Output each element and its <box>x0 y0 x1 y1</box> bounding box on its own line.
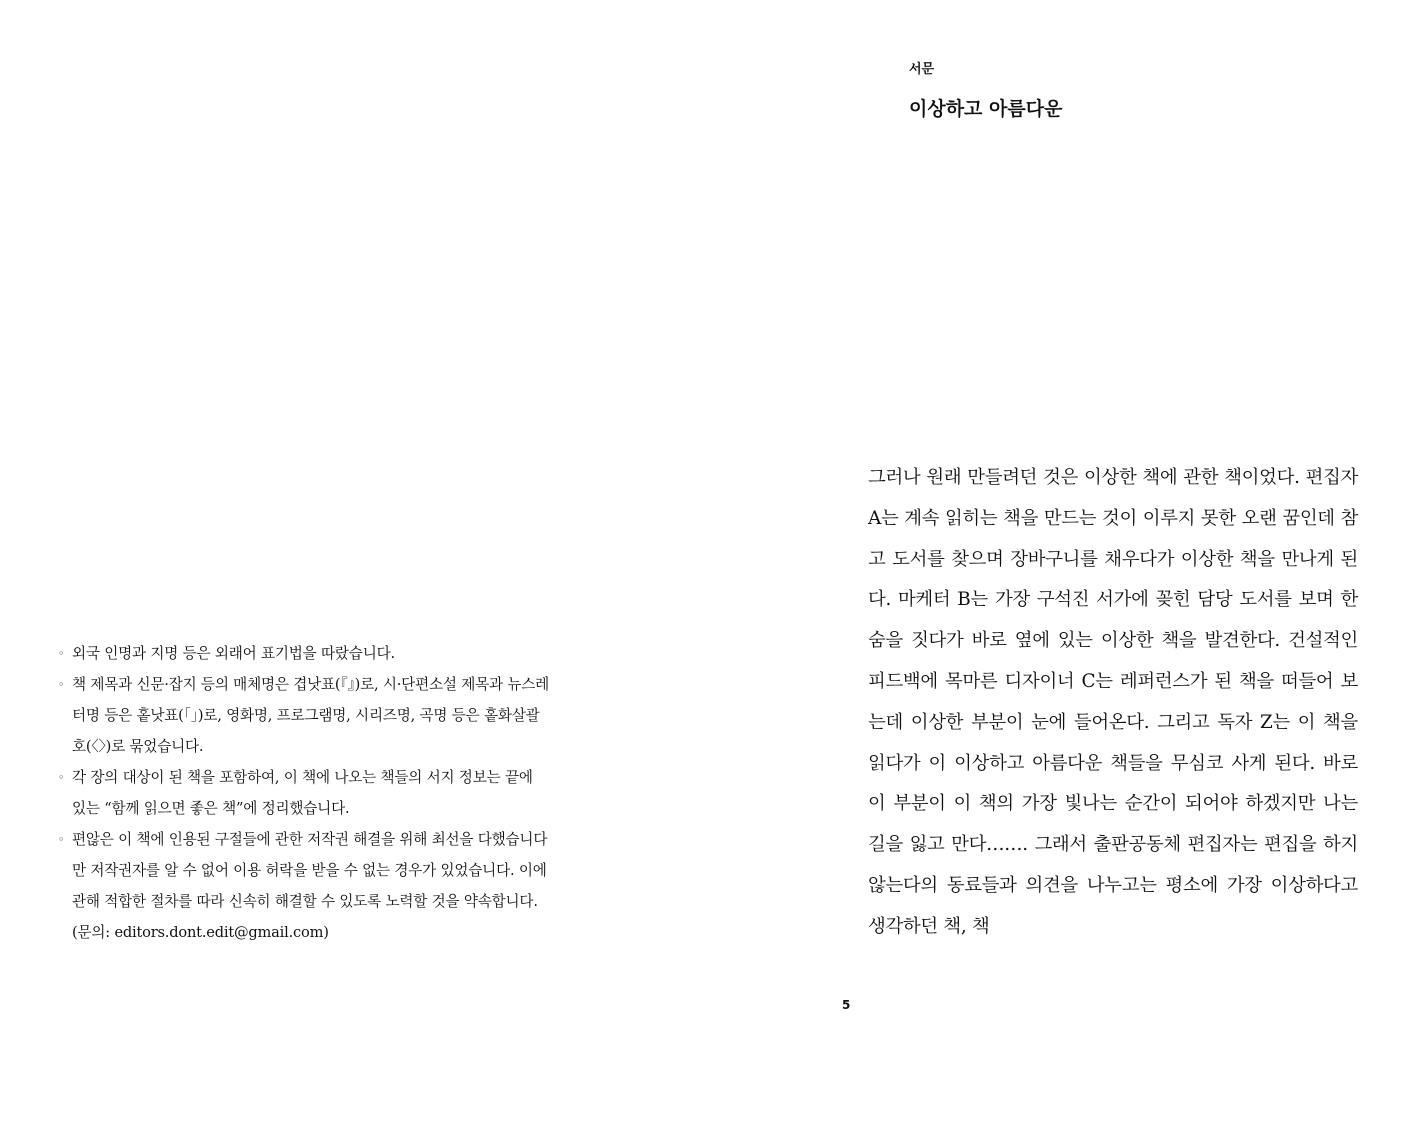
editorial-note-text: 외국 인명과 지명 등은 외래어 표기법을 따랐습니다. <box>72 645 395 662</box>
editorial-note-text: 책 제목과 신문·잡지 등의 매체명은 겹낫표(『』)로, 시·단편소설 제목과 뉴스레터명 등은 홑낫표(「」)로, 영화명, 프로그램명, 시리즈명, 곡명 등은 홑화살괄호(〈〉)로 묶었습니다. <box>72 676 550 755</box>
editorial-note-text: 편않은 이 책에 인용된 구절들에 관한 저작권 해결을 위해 최선을 다했습니다만 저작권자를 알 수 없어 이용 허락을 받을 수 없는 경우가 있었습니다. 이에 관해 적합한 절차를 따라 신속히 해결할 수 있도록 노력할 것을 약속합니다. (문의: editors.dont.edit@gmail.com) <box>72 831 548 941</box>
right-page <box>708 0 1417 1122</box>
bullet-icon: ◦ <box>58 771 65 784</box>
editorial-note <box>58 669 550 762</box>
editorial-notes-list <box>58 638 550 948</box>
section-label: 서문 <box>909 62 935 77</box>
left-page <box>0 0 708 1122</box>
bullet-icon: ◦ <box>58 833 65 846</box>
editorial-note <box>58 762 550 824</box>
chapter-title: 이상하고 아름다운 <box>909 98 1063 120</box>
editorial-note <box>58 638 550 669</box>
bullet-icon: ◦ <box>58 678 65 691</box>
editorial-note <box>58 824 550 948</box>
body-paragraph: 그러나 원래 만들려던 것은 이상한 책에 관한 책이었다. 편집자 A는 계속 읽히는 책을 만드는 것이 이루지 못한 오랜 꿈인데 참고 도서를 찾으며 장바구니를 채우다가 이상한 책을 만나게 된다. 마케터 B는 가장 구석진 서가에 꽂힌 담당 도서를 보며 한숨을 짓다가 바로 옆에 있는 이상한 책을 발견한다. 건설적인 피드백에 목마른 디자이너 C는 레퍼런스가 된 책을 떠들어 보는데 이상한 부분이 눈에 들어온다. 그리고 독자 Z는 이 책을 읽다가 이 이상하고 아름다운 책들을 무심코 사게 된다. 바로 이 부분이 이 책의 가장 빛나는 순간이 되어야 하겠지만 나는 길을 잃고 만다……. 그래서 출판공동체 편집자는 편집을 하지 않는다의 동료들과 의견을 나누고는 평소에 가장 이상하다고 생각하던 책, 책 <box>868 467 1358 937</box>
bullet-icon: ◦ <box>58 647 65 660</box>
page-number: 5 <box>842 998 851 1012</box>
editorial-note-text: 각 장의 대상이 된 책을 포함하여, 이 책에 나오는 책들의 서지 정보는 끝에 있는 “함께 읽으면 좋은 책”에 정리했습니다. <box>72 769 533 817</box>
